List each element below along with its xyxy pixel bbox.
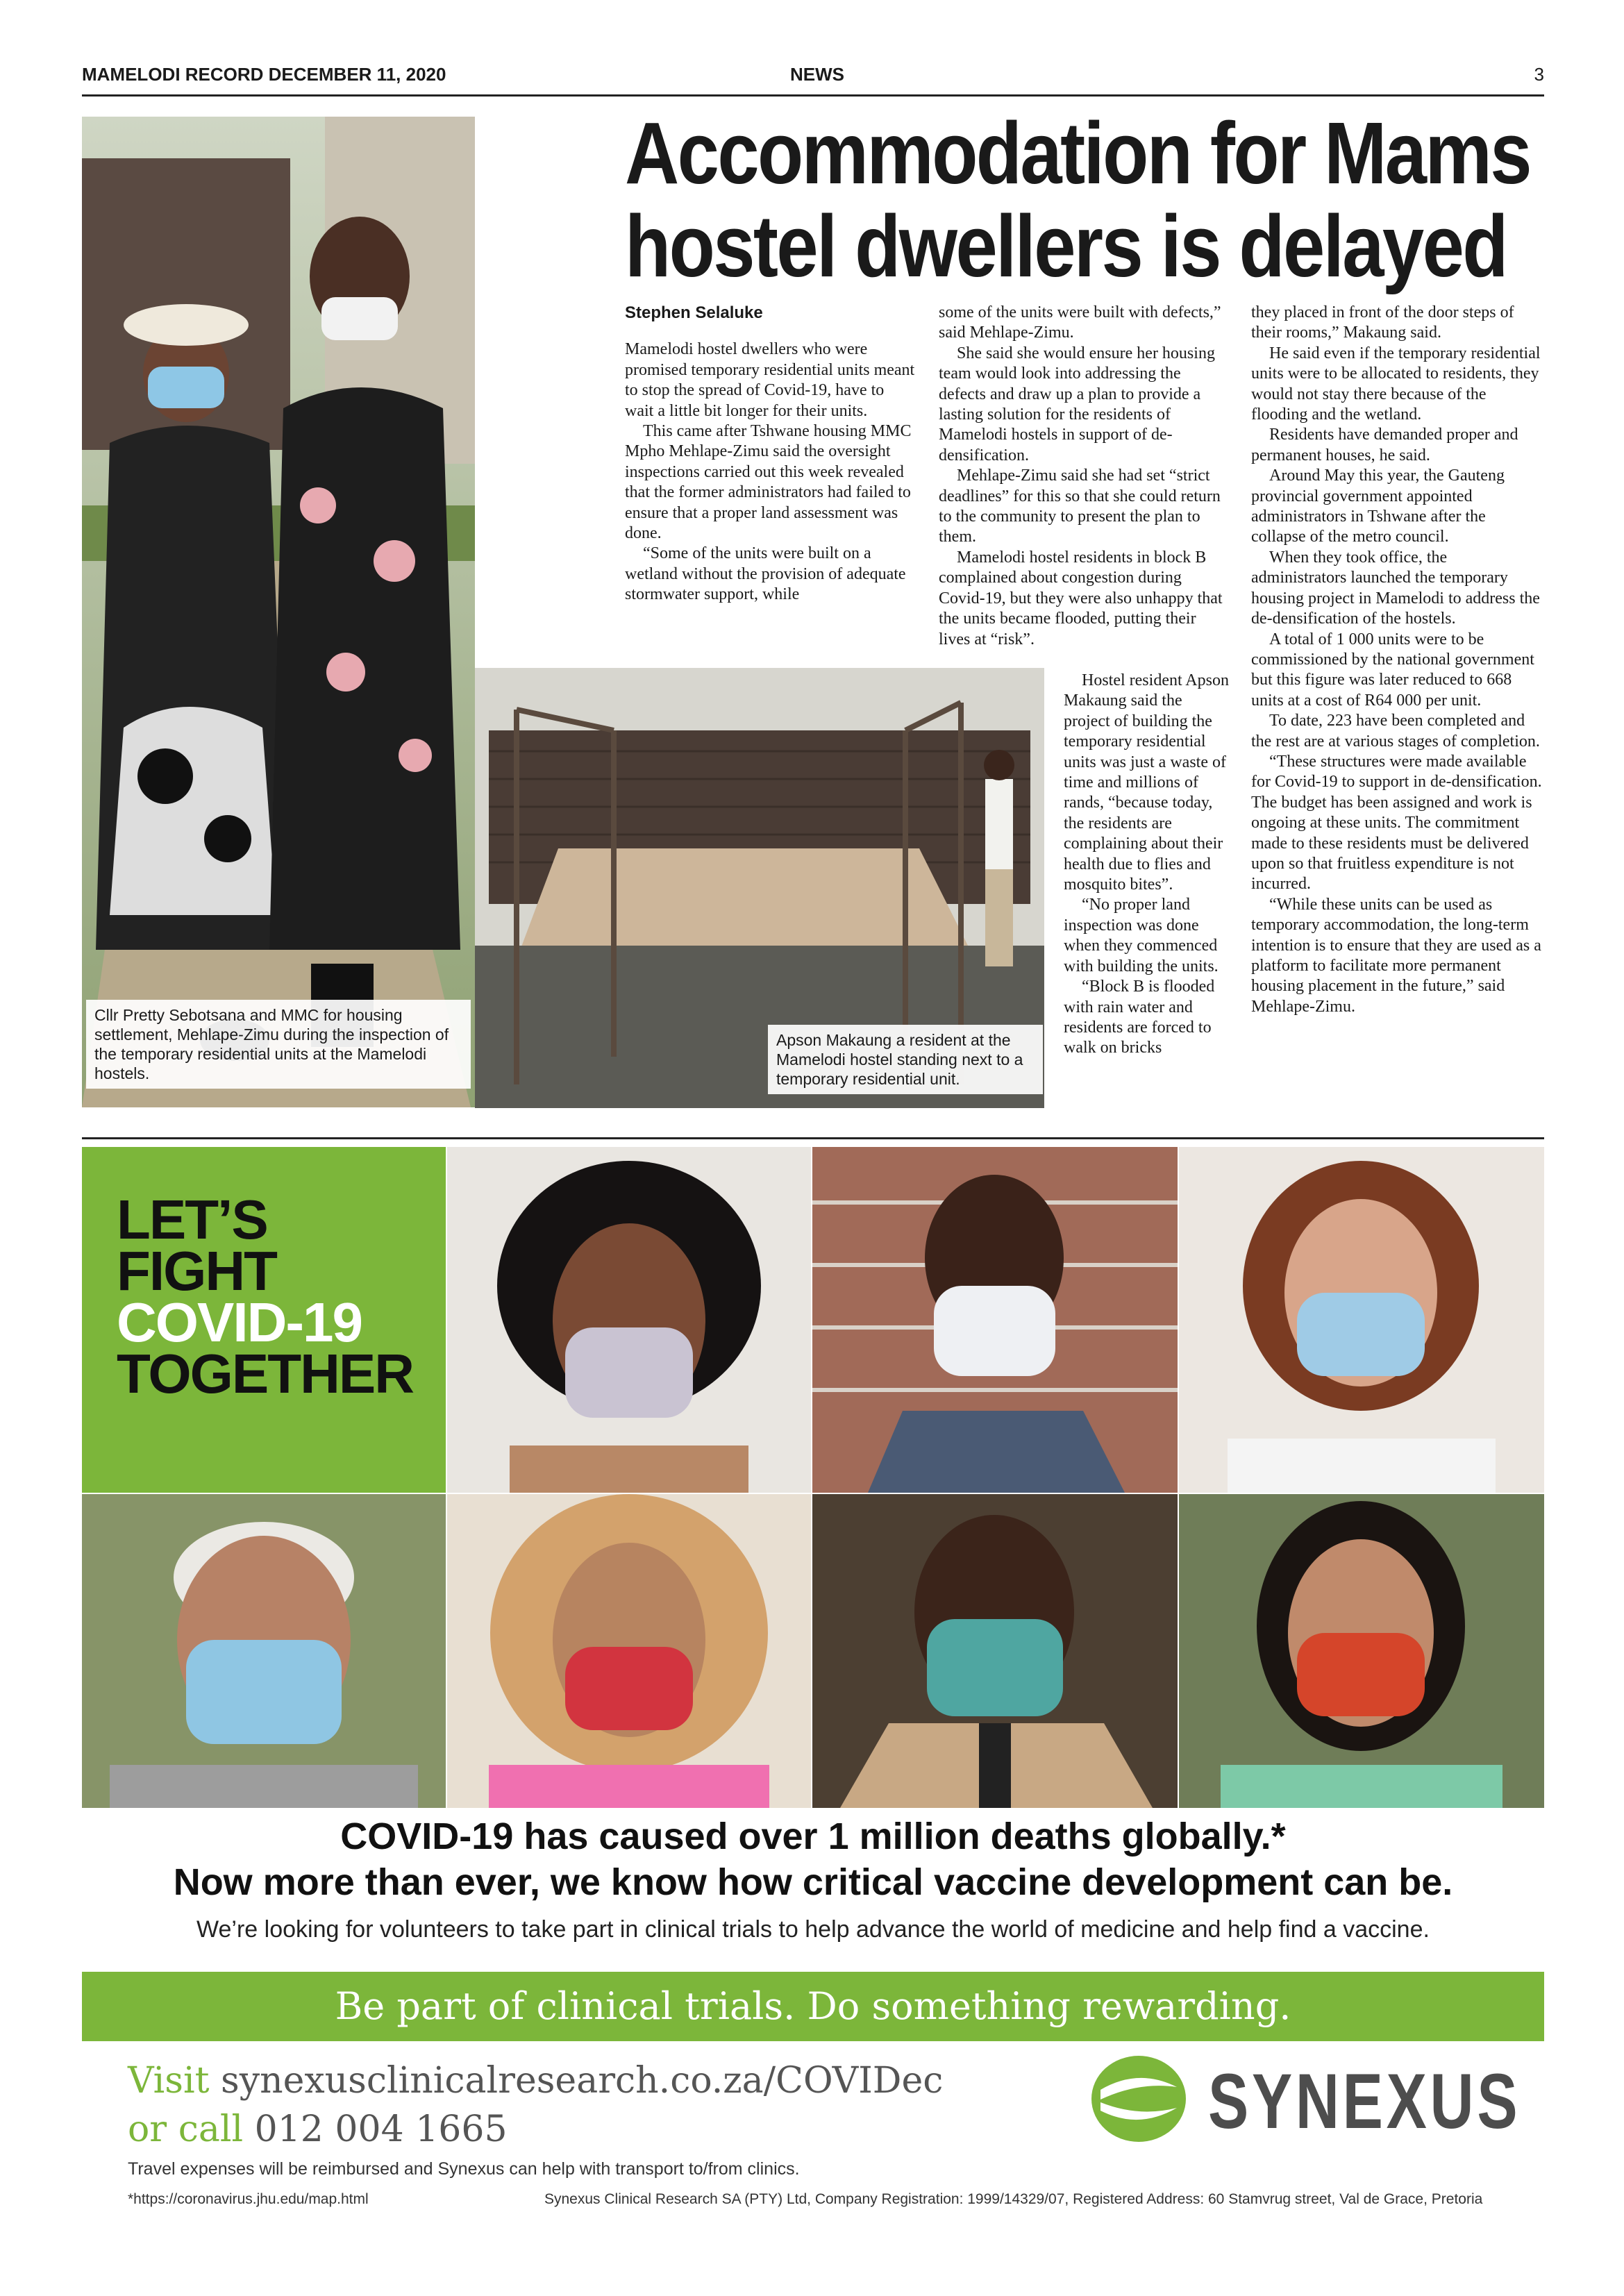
portrait-man-brick-wall bbox=[812, 1147, 1178, 1493]
company-info: Synexus Clinical Research SA (PTY) Ltd, Company Registration: 1999/14329/07, Registered Address: 60 Stamvrug street, Val de Grace, Pretoria bbox=[544, 2191, 1483, 2207]
footnote-source: *https://coronavirus.jhu.edu/map.html bbox=[128, 2191, 369, 2207]
paragraph: Mamelodi hostel residents in block B complained about congestion during Covid-19, but they were also unhappy that the units became flooded, putting their lives at “risk”. bbox=[939, 548, 1223, 648]
call-prefix: or call bbox=[128, 2109, 244, 2150]
portrait-image bbox=[447, 1147, 811, 1493]
portrait-image bbox=[447, 1494, 811, 1808]
contact-block bbox=[128, 2056, 943, 2154]
paper-date: MAMELODI RECORD DECEMBER 11, 2020 bbox=[82, 64, 446, 85]
visit-url[interactable]: synexusclinicalresearch.co.za/COVIDec bbox=[221, 2060, 944, 2102]
photo-temporary-unit bbox=[475, 668, 1044, 1108]
section-divider bbox=[82, 1137, 1544, 1139]
photo-temporary-unit-caption: Apson Makaung a resident at the Mamelodi hostel standing next to a temporary residential unit. bbox=[768, 1025, 1043, 1094]
slogan-line-1: LET’S bbox=[117, 1189, 267, 1250]
paragraph: She said she would ensure her housing team would look into addressing the defects and draw up a plan to provide a lasting solution for the residents of Mamelodi hostels in support of de-densification. bbox=[939, 344, 1215, 464]
portrait-woman-dark-hair bbox=[1179, 1494, 1544, 1808]
slogan-line-3: COVID-19 bbox=[117, 1291, 362, 1353]
travel-note: Travel expenses will be reimbursed and Synexus can help with transport to/from clinics. bbox=[128, 2159, 800, 2179]
synexus-wordmark: SYNEXUS bbox=[1208, 2058, 1521, 2145]
headline-line-1: Accommodation for Mams bbox=[625, 104, 1530, 202]
portrait-image bbox=[812, 1147, 1178, 1493]
paragraph: they placed in front of the door steps of their rooms,” Makaung said. bbox=[1251, 303, 1514, 342]
paragraph: “While these units can be used as temporary accommodation, the long-term intention is to ensure that they are used as a platform to facilitate more permanent housing placement in the future,” said Mehlape-Zimu. bbox=[1251, 895, 1541, 1016]
paragraph: He said even if the temporary residential units were to be allocated to residents, they would not stay there because of the flooding and the wetland. bbox=[1251, 344, 1541, 424]
paragraph: A total of 1 000 units were to be commissioned by the national government but this figure was later reduced to 668 units at a cost of R64 000 per unit. bbox=[1251, 630, 1534, 710]
portrait-image bbox=[812, 1494, 1178, 1808]
headline-line-2: hostel dwellers is delayed bbox=[625, 197, 1507, 295]
byline: Stephen Selaluke bbox=[625, 303, 763, 322]
campaign-slogan bbox=[117, 1189, 414, 1405]
slogan-line-2: FIGHT bbox=[117, 1240, 276, 1302]
ad-band: Be part of clinical trials. Do something rewarding. bbox=[82, 1972, 1544, 2041]
paragraph: “These structures were made available for Covid-19 to support in de-densification. The budget has been assigned and work is ongoing at these units. The commitment made to these residents must be delivered upon so that fruitless expenditure is not incurred. bbox=[1251, 752, 1542, 894]
paragraph: Around May this year, the Gauteng provincial government appointed administrators in Tshwane after the collapse of the metro council. bbox=[1251, 467, 1505, 546]
portrait-woman-auburn-hair bbox=[1179, 1147, 1544, 1493]
paragraph: “No proper land inspection was done when they commenced with building the units. bbox=[1064, 896, 1219, 975]
synexus-logo-icon bbox=[1090, 2054, 1187, 2144]
ad-headline bbox=[82, 1813, 1544, 1905]
paragraph: To date, 223 have been completed and the rest are at various stages of completion. bbox=[1251, 712, 1540, 751]
paragraph: “Block B is flooded with rain water and residents are forced to walk on bricks bbox=[1064, 978, 1215, 1057]
synexus-swoosh-icon bbox=[1090, 2054, 1187, 2144]
paragraph: Mehlape-Zimu said she had set “strict deadlines” for this so that she could return to the community to present the plan to them. bbox=[939, 467, 1221, 546]
photo-inspection bbox=[82, 117, 475, 1107]
article-column-2-lower bbox=[1064, 671, 1232, 1059]
page-number: 3 bbox=[1534, 64, 1544, 85]
ad-headline-line-2: Now more than ever, we know how critical vaccine development can be. bbox=[173, 1861, 1453, 1903]
article-column-1 bbox=[625, 303, 916, 605]
ad-headline-line-1: COVID-19 has caused over 1 million deaths globally.* bbox=[340, 1816, 1286, 1857]
photo-inspection-caption: Cllr Pretty Sebotsana and MMC for housing settlement, Mehlape-Zimu during the inspection of the temporary residential units at the Mamelodi hostels. bbox=[86, 1000, 471, 1089]
visit-prefix: Visit bbox=[128, 2060, 210, 2102]
paragraph: Hostel resident Apson Makaung said the project of building the temporary residential units was just a waste of time and millions of rands, “because today, the residents are complaining about their health due to flies and mosquito bites”. bbox=[1064, 671, 1229, 894]
portrait-image bbox=[1179, 1147, 1544, 1493]
paragraph: When they took office, the administrators launched the temporary housing project in Mamelodi to address the de-densification of the hostels. bbox=[1251, 548, 1540, 628]
paragraph: Mamelodi hostel dwellers who were promised temporary residential units meant to stop the spread of Covid-19, have to wait a little bit longer for their units. bbox=[625, 340, 915, 420]
masthead bbox=[82, 60, 1544, 87]
portrait-man-suit bbox=[812, 1494, 1178, 1808]
article-column-3 bbox=[1251, 303, 1544, 1017]
photo-inspection-image bbox=[82, 117, 475, 1107]
slogan-line-4: TOGETHER bbox=[117, 1343, 414, 1405]
portrait-image bbox=[1179, 1494, 1544, 1808]
portrait-image bbox=[82, 1494, 446, 1808]
section-label: NEWS bbox=[790, 64, 844, 85]
masthead-rule bbox=[82, 94, 1544, 97]
paragraph: Residents have demanded proper and permanent houses, he said. bbox=[1251, 426, 1518, 464]
paragraph: “Some of the units were built on a wetland without the provision of adequate stormwater support, while bbox=[625, 544, 906, 604]
portrait-older-man bbox=[82, 1494, 446, 1808]
portrait-woman-curly-hair bbox=[447, 1147, 811, 1493]
ad-subline: We’re looking for volunteers to take part in clinical trials to help advance the world of medicine and help find a vaccine. bbox=[196, 1916, 1430, 1943]
headline bbox=[625, 104, 1530, 295]
paragraph: some of the units were built with defects,” said Mehlape-Zimu. bbox=[939, 303, 1221, 342]
article-column-2 bbox=[939, 303, 1230, 650]
call-number[interactable]: 012 004 1665 bbox=[254, 2109, 508, 2150]
paragraph: This came after Tshwane housing MMC Mpho Mehlape-Zimu said the oversight inspections carried out this week revealed that the former administrators had failed to ensure that a proper land assessment was done. bbox=[625, 422, 912, 543]
portrait-woman-blonde-curls bbox=[447, 1494, 811, 1808]
